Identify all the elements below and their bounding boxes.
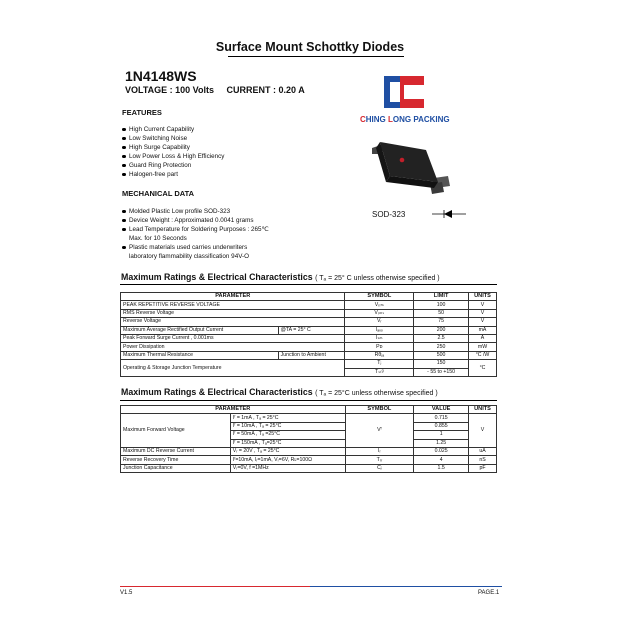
mechanical-item: Molded Plastic Low profile SOD-323 (122, 207, 269, 216)
company-logo (380, 72, 428, 112)
table-row: RMS Reverse Voltage Vᵣₘₛ 50 V (121, 309, 497, 317)
table-row: Iᶠ = 10mA , Tₐ = 25°C 0.855 (121, 422, 497, 430)
table-row: Reverse Voltage Vᵣ 75 V (121, 318, 497, 326)
table-row: Iᶠ = 50mA , Tₐ =25°C 1 (121, 431, 497, 439)
mechanical-list (122, 207, 269, 261)
table-row: Power Dissipation Pᴅ 250 mW (121, 343, 497, 351)
feature-item: Halogen-free part (122, 170, 224, 179)
mechanical-subitem: Max. for 10 Seconds (129, 235, 187, 242)
table2-heading: Maximum Ratings & Electrical Characteristics ( Tₐ = 25°C unless otherwise specified ) (121, 387, 438, 397)
max-ratings-table (120, 292, 497, 377)
voltage-current-spec: VOLTAGE : 100 Volts CURRENT : 0.20 A (125, 85, 305, 95)
table-row: Maximum DC Reverse Current Vᵣ = 20V , Tₐ = 25°C Iᵣ 0.025 uA (121, 447, 497, 455)
table-row: Peak Forward Surge Current , 0.001ms Iₛₘ 2.5 A (121, 334, 497, 342)
feature-item: Low Switching Noise (122, 134, 224, 143)
mechanical-item: Plastic materials used carries underwriters (122, 243, 269, 252)
table-row: PEAK REPETITIVE REVERSE VOLTAGE Vᵣᵣₘ 100 V (121, 301, 497, 309)
feature-item: High Surge Capability (122, 143, 224, 152)
part-number: 1N4148WS (125, 68, 197, 84)
table-row: Tₛₜᵍ - 55 to +150 (121, 368, 497, 376)
document-title: Surface Mount Schottky Diodes (215, 40, 405, 54)
table2-heading-rule (120, 400, 497, 401)
mechanical-item: Device Weight : Approximated 0.0041 grams (122, 216, 269, 225)
table-row: Operating & Storage Junction Temperature Tⱼ 150 °C (121, 360, 497, 368)
table1-heading: Maximum Ratings & Electrical Characteristics ( Tₐ = 25° C unless otherwise specified ) (121, 272, 440, 282)
table-row: Maximum Average Rectified Output Current @TA = 25° C Iₐᵥₒ 200 mA (121, 326, 497, 334)
feature-item: Low Power Loss & High Efficiency (122, 152, 224, 161)
package-label: SOD-323 (372, 210, 406, 219)
sod323-package-image (368, 138, 463, 198)
title-underline (228, 56, 404, 57)
feature-item: Guard Ring Protection (122, 161, 224, 170)
mechanical-heading: MECHANICAL DATA (122, 189, 195, 198)
footer-rule-blue (310, 586, 502, 587)
table-row: Maximum Thermal Resistance Junction to Ambient Rθⱼₐ 500 °C /W (121, 351, 497, 359)
table-row: Maximum Forward Voltage Iᶠ = 1mA , Tₐ = 25°C Vᶠ 0.715 V (121, 414, 497, 422)
table1-heading-rule (120, 284, 497, 285)
footer-rule-red (120, 586, 310, 587)
feature-item: High Current Capability (122, 125, 224, 134)
mechanical-item: Lead Temperature for Soldering Purposes : 265℃ (122, 225, 269, 234)
table-header-row: PARAMETER SYMBOL VALUE UNITS (121, 406, 497, 414)
mechanical-subitem: laboratory flammability classification 94V-O (129, 253, 250, 260)
diode-symbol-icon (432, 208, 466, 220)
company-name: CHING LONG PACKING (360, 115, 450, 124)
page-number: PAGE.1 (478, 590, 500, 596)
table-row: Junction Capacitance Vᵣ=0V, f =1MHz Cⱼ 1.5 pF (121, 464, 497, 472)
table-row: Iᶠ = 150mA , Tₐ=25°C 1.25 (121, 439, 497, 447)
electrical-characteristics-table (120, 405, 497, 473)
table-header-row: PARAMETER SYMBOL LIMIT UNITS (121, 293, 497, 301)
table-row: Reverse Recovery Time Iᶠ=10mA, Iᵣ=1mA, Vᵣ=6V, Rʟ=100Ω Tᵣᵣ 4 nS (121, 456, 497, 464)
features-list (122, 125, 224, 179)
features-heading: FEATURES (122, 108, 162, 117)
version-label: V1.5 (120, 590, 133, 596)
